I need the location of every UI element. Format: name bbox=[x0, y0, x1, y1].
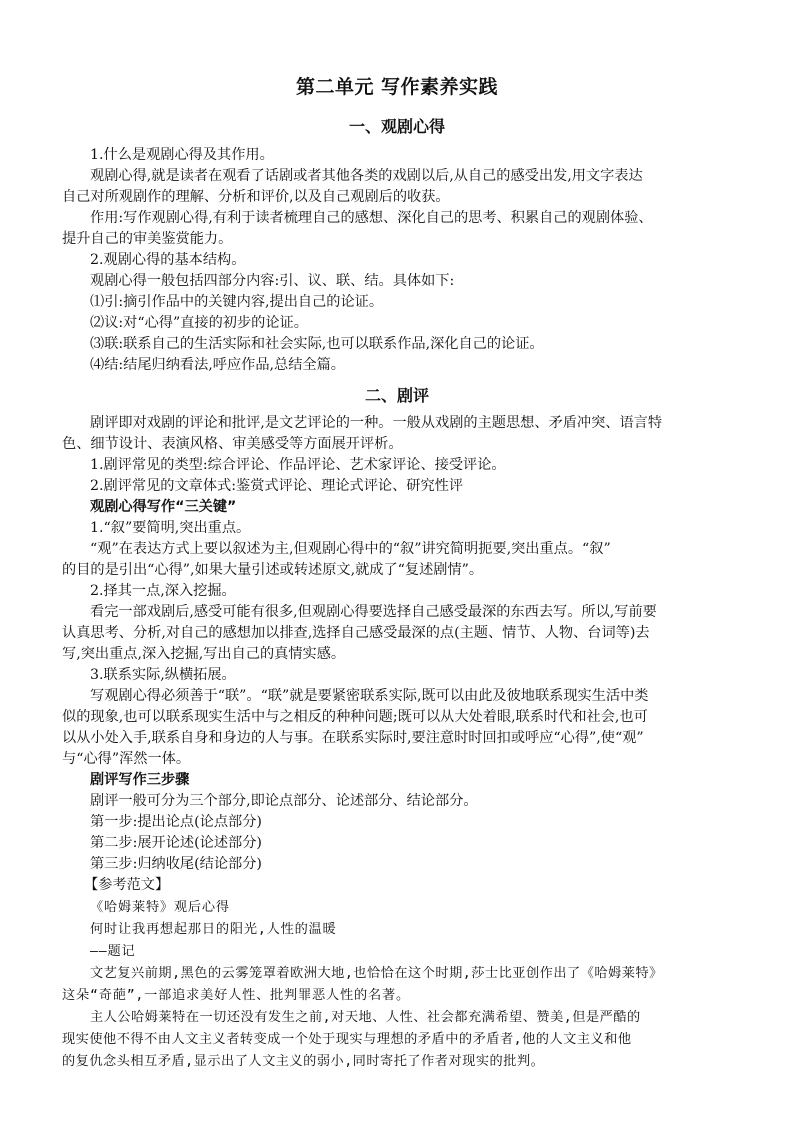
essay-title: 《哈姆莱特》观后心得 bbox=[90, 900, 230, 915]
paragraph-line: 剧评一般可分为三个部分,即论点部分、论述部分、结论部分。 bbox=[90, 793, 478, 809]
paragraph-line: 1.“叙”要简明,突出重点。 bbox=[90, 520, 251, 536]
paragraph-line: 第二步:展开论述(论述部分) bbox=[90, 835, 262, 851]
paragraph-line: 3.联系实际,纵横拓展。 bbox=[90, 667, 236, 683]
essay-line: 的复仇念头相互矛盾,显示出了人文主义的弱小,同时寄托了作者对现实的批判。 bbox=[62, 1054, 545, 1069]
essay-epigraph-credit: ——题记 bbox=[90, 944, 136, 959]
paragraph-line: 认真思考、分析,对自己的感想加以排查,选择自己感受最深的点(主题、情节、人物、台词等)去 bbox=[62, 625, 650, 641]
paragraph-line: 与“心得”浑然一体。 bbox=[62, 751, 191, 767]
paragraph-line: 提升自己的审美鉴赏能力。 bbox=[62, 231, 233, 247]
paragraph-line: 自己对所观剧作的理解、分析和评价,以及自己观剧后的收获。 bbox=[62, 189, 450, 205]
paragraph-line: 作用:写作观剧心得,有利于读者梳理自己的感想、深化自己的思考、积累自己的观剧体验、 bbox=[90, 210, 653, 226]
reference-essay-label: 【参考范文】 bbox=[84, 877, 170, 893]
paragraph-line: 以从小处入手,联系自身和身边的人与事。在联系实际时,要注意时时回扣或呼应“心得”,使“观” bbox=[62, 730, 644, 746]
paragraph-line: 第三步:归纳收尾(结论部分) bbox=[90, 856, 262, 872]
paragraph-line: 观剧心得,就是读者在观看了话剧或者其他各类的戏剧以后,从自己的感受出发,用文字表达 bbox=[90, 168, 643, 184]
paragraph-line: 1.什么是观剧心得及其作用。 bbox=[90, 147, 274, 163]
paragraph-line: 色、细节设计、表演风格、审美感受等方面展开评析。 bbox=[62, 436, 403, 452]
essay-line: 这朵“奇葩”,一部追求美好人性、批判罪恶人性的名著。 bbox=[62, 988, 410, 1003]
paragraph-line: ⑵议:对“心得”直接的初步的论证。 bbox=[90, 315, 308, 331]
section-heading-2: 二、剧评 bbox=[364, 386, 429, 405]
paragraph-line: 1.剧评常见的类型:综合评论、作品评论、艺术家评论、接受评论。 bbox=[90, 457, 506, 473]
paragraph-line: ⑴引:摘引作品中的关键内容,提出自己的论证。 bbox=[90, 294, 384, 310]
paragraph-line: 的目的是引出“心得”,如果大量引述或转述原文,就成了“复述剧情”。 bbox=[62, 562, 484, 578]
section-heading-1: 一、观剧心得 bbox=[348, 117, 445, 136]
paragraph-line: 第一步:提出论点(论点部分) bbox=[90, 814, 262, 830]
paragraph-line: ⑷结:结尾归纳看法,呼应作品,总结全篇。 bbox=[90, 357, 345, 373]
paragraph-line: 似的现象,也可以联系现实生活中与之相反的种种问题;既可以从大处着眼,联系时代和社会,也可 bbox=[62, 709, 648, 725]
essay-epigraph: 何时让我再想起那日的阳光,人性的温暖 bbox=[90, 922, 337, 937]
paragraph-line: 写,突出重点,深入挖掘,写出自己的真情实感。 bbox=[62, 646, 346, 662]
paragraph-line: 2.择其一点,深入挖掘。 bbox=[90, 583, 236, 599]
paragraph-line: 2.剧评常见的文章体式:鉴赏式评论、理论式评论、研究性评 bbox=[90, 478, 464, 494]
paragraph-line: 剧评即对戏剧的评论和批评,是文艺评论的一种。一般从戏剧的主题思想、矛盾冲突、语言特 bbox=[90, 415, 663, 431]
essay-line: 现实使他不得不由人文主义者转变成一个处于现实与理想的矛盾中的矛盾者,他的人文主义和他 bbox=[62, 1032, 632, 1047]
paragraph-line: ⑶联:联系自己的生活实际和社会实际,也可以联系作品,深化自己的论证。 bbox=[90, 336, 544, 352]
paragraph-line: 2.观剧心得的基本结构。 bbox=[90, 252, 246, 268]
essay-line: 主人公哈姆莱特在一切还没有发生之前,对天地、人性、社会都充满希望、赞美,但是严酷的 bbox=[90, 1010, 641, 1025]
paragraph-line: 观剧心得一般包括四部分内容:引、议、联、结。具体如下: bbox=[90, 273, 455, 289]
page-title: 第二单元 写作素养实践 bbox=[295, 76, 499, 98]
paragraph-line: 看完一部戏剧后,感受可能有很多,但观剧心得要选择自己感受最深的东西去写。所以,写前要 bbox=[90, 604, 657, 620]
paragraph-line: 写观剧心得必须善于“联”。“联”就是要紧密联系实际,既可以由此及彼地联系现实生活中类 bbox=[90, 688, 649, 704]
essay-line: 文艺复兴前期,黑色的云雾笼罩着欧洲大地,也恰恰在这个时期,莎士比亚创作出了《哈姆莱特》 bbox=[90, 966, 663, 981]
subheading: 剧评写作三步骤 bbox=[90, 772, 190, 788]
subheading: 观剧心得写作“三关键” bbox=[90, 499, 237, 515]
paragraph-line: “观”在表达方式上要以叙述为主,但观剧心得中的“叙”讲究简明扼要,突出重点。“叙” bbox=[90, 541, 611, 557]
